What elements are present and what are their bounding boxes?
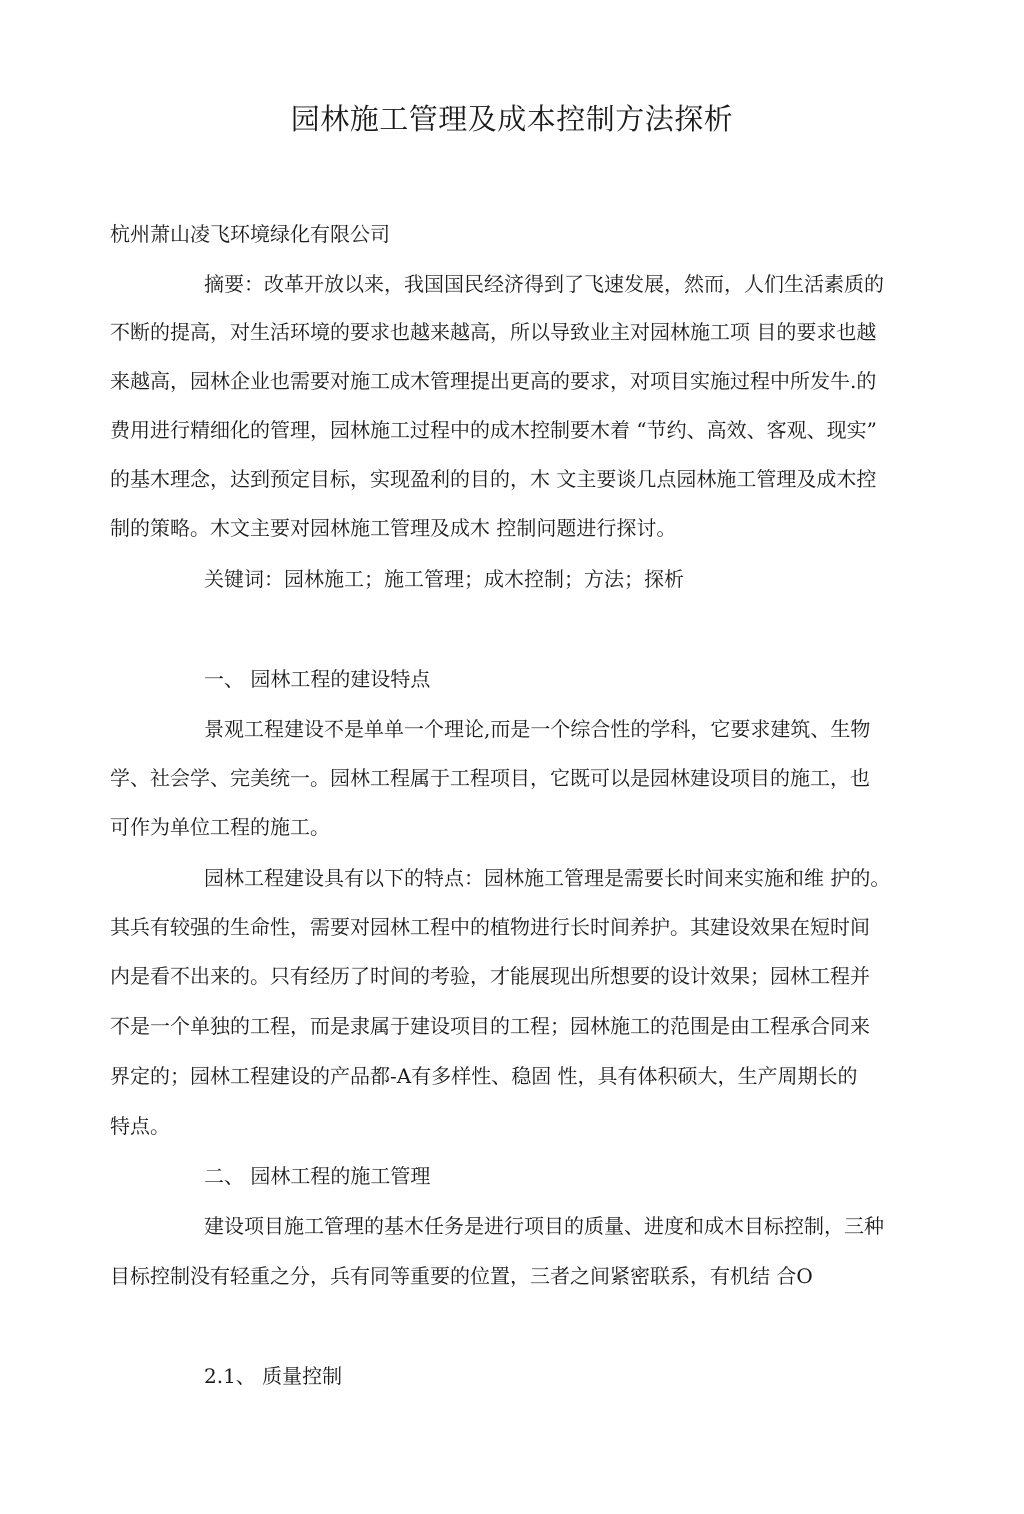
- body-text-line: 可作为单位工程的施工。: [110, 815, 330, 839]
- body-text-line: 内是看不出来的。只有经历了时间的考验，才能展现出所想要的设计效果；园林工程并: [110, 964, 870, 988]
- abstract-line: 摘要：改革开放以来，我国国民经济得到了飞速发展，然而，人们生活素质的: [204, 272, 884, 296]
- body-text-line: 学、社会学、完美统一。园林工程属于工程项目，它既可以是园林建设项目的施工，也: [110, 766, 870, 790]
- body-text-line: 目标控制没有轻重之分，兵有同等重要的位置，三者之间紧密联系，有机结 合O: [110, 1264, 813, 1288]
- body-text-line: 不是一个单独的工程，而是隶属于建设项目的工程；园林施工的范围是由工程承合同来: [110, 1014, 870, 1038]
- body-text-line: 其兵有较强的生命性，需要对园林工程中的植物进行长时间养护。其建设效果在短时间: [110, 915, 870, 939]
- abstract-line: 不断的提高，对生活环境的要求也越来越高，所以导致业主对园林施工项 目的要求也越: [110, 320, 877, 344]
- body-text-line: 园林工程建设具有以下的特点：园林施工管理是需要长时间来实施和维 护的。: [204, 866, 891, 890]
- section-heading: 一、 园林工程的建设特点: [204, 667, 431, 691]
- abstract-line: 来越高，园林企业也需要对施工成木管理提出更高的要求，对项目实施过程中所发牛.的: [110, 369, 877, 393]
- document-title: 园林施工管理及成本控制方法探析: [290, 102, 734, 136]
- body-text-line: 景观工程建设不是单单一个理论,而是一个综合性的学科，它要求建筑、生物: [204, 717, 871, 741]
- body-text-line: 特点。: [110, 1114, 170, 1138]
- abstract-line: 制的策略。木文主要对园林施工管理及成木 控制问题进行探讨。: [110, 516, 677, 540]
- company-name: 杭州萧山凌飞环境绿化有限公司: [110, 222, 390, 246]
- body-text-line: 界定的；园林工程建设的产品都-A有多样性、稳固 性，具有体积硕大，生产周期长的: [110, 1064, 858, 1088]
- abstract-line: 的基木理念，达到预定目标，实现盈利的目的，木 文主要谈几点园林施工管理及成木控: [110, 467, 877, 491]
- subsection-heading: 2.1、 质量控制: [204, 1364, 343, 1388]
- body-text-line: 建设项目施工管理的基木任务是进行项目的质量、进度和成木目标控制，三种: [204, 1214, 884, 1238]
- abstract-line: 费用进行精细化的管理，园林施工过程中的成木控制要木着 “节约、高效、客观、现实”: [110, 418, 877, 442]
- section-heading: 二、 园林工程的施工管理: [204, 1164, 431, 1188]
- keywords: 关键词：园林施工；施工管理；成木控制；方法；探析: [204, 567, 684, 591]
